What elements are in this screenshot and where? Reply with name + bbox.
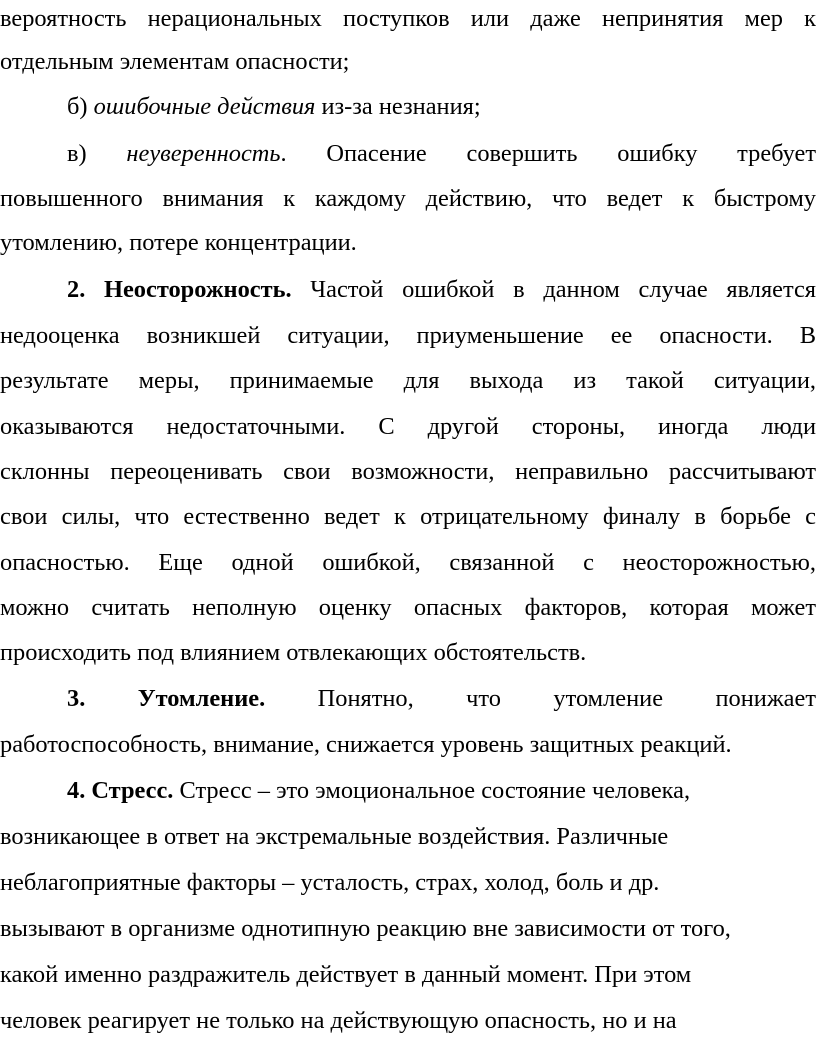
text-line-21: вызывают в организме однотипную реакцию вне зависимости от того,: [0, 915, 731, 942]
text-line-11: склонны переоценивать свои возможности, неправильно рассчитывают: [0, 458, 816, 485]
emphasis-erroneous-actions: ошибочные действия: [93, 93, 316, 120]
section-4-heading-line: [67, 773, 816, 809]
list-marker-b: б): [67, 93, 94, 120]
section-4-lead-text: Стресс – это эмоциональное состояние человека,: [173, 777, 691, 804]
text-line-20: неблагоприятные факторы – усталость, страх, холод, боль и др.: [0, 869, 660, 896]
section-3-title: 3. Утомление.: [67, 685, 266, 712]
text-line-6: утомлению, потере концентрации.: [0, 229, 357, 256]
list-item-v-text: . Опасение совершить ошибку требует: [280, 140, 816, 167]
list-marker-v: в): [67, 140, 127, 167]
text-line-12: свои силы, что естественно ведет к отрицательному финалу в борьбе с: [0, 503, 816, 530]
text-line-1: вероятность нерациональных поступков или даже непринятия мер к: [0, 5, 816, 32]
section-3-lead-text: Понятно, что утомление понижает: [265, 685, 816, 712]
text-line-2: отдельным элементам опасности;: [0, 48, 350, 75]
list-item-v: [67, 136, 816, 172]
text-line-17: работоспособность, внимание, снижается уровень защитных реакций.: [0, 731, 732, 758]
text-line-8: недооценка возникшей ситуации, приуменьшение ее опасности. В: [0, 322, 816, 349]
list-item-b-text: из-за незнания;: [315, 93, 481, 120]
section-4-title: 4. Стресс.: [67, 777, 174, 804]
text-line-15: происходить под влиянием отвлекающих обстоятельств.: [0, 639, 587, 666]
list-item-b: [67, 89, 816, 125]
text-line-10: оказываются недостаточными. С другой стороны, иногда люди: [0, 413, 816, 440]
section-2-title: 2. Неосторожность.: [67, 276, 292, 303]
text-line-9: результате меры, принимаемые для выхода из такой ситуации,: [0, 367, 816, 394]
section-2-lead-text: Частой ошибкой в данном случае является: [291, 276, 816, 303]
emphasis-uncertainty: неуверенность: [126, 140, 281, 167]
text-line-22: какой именно раздражитель действует в данный момент. При этом: [0, 961, 692, 988]
text-line-23: человек реагирует не только на действующую опасность, но и на: [0, 1007, 677, 1034]
text-line-19: возникающее в ответ на экстремальные воздействия. Различные: [0, 823, 669, 850]
text-line-14: можно считать неполную оценку опасных факторов, которая может: [0, 594, 816, 621]
section-3-heading-line: [67, 681, 816, 717]
section-2-heading-line: [67, 272, 816, 308]
text-line-5: повышенного внимания к каждому действию, что ведет к быстрому: [0, 185, 816, 212]
text-line-13: опасностью. Еще одной ошибкой, связанной с неосторожностью,: [0, 549, 816, 576]
